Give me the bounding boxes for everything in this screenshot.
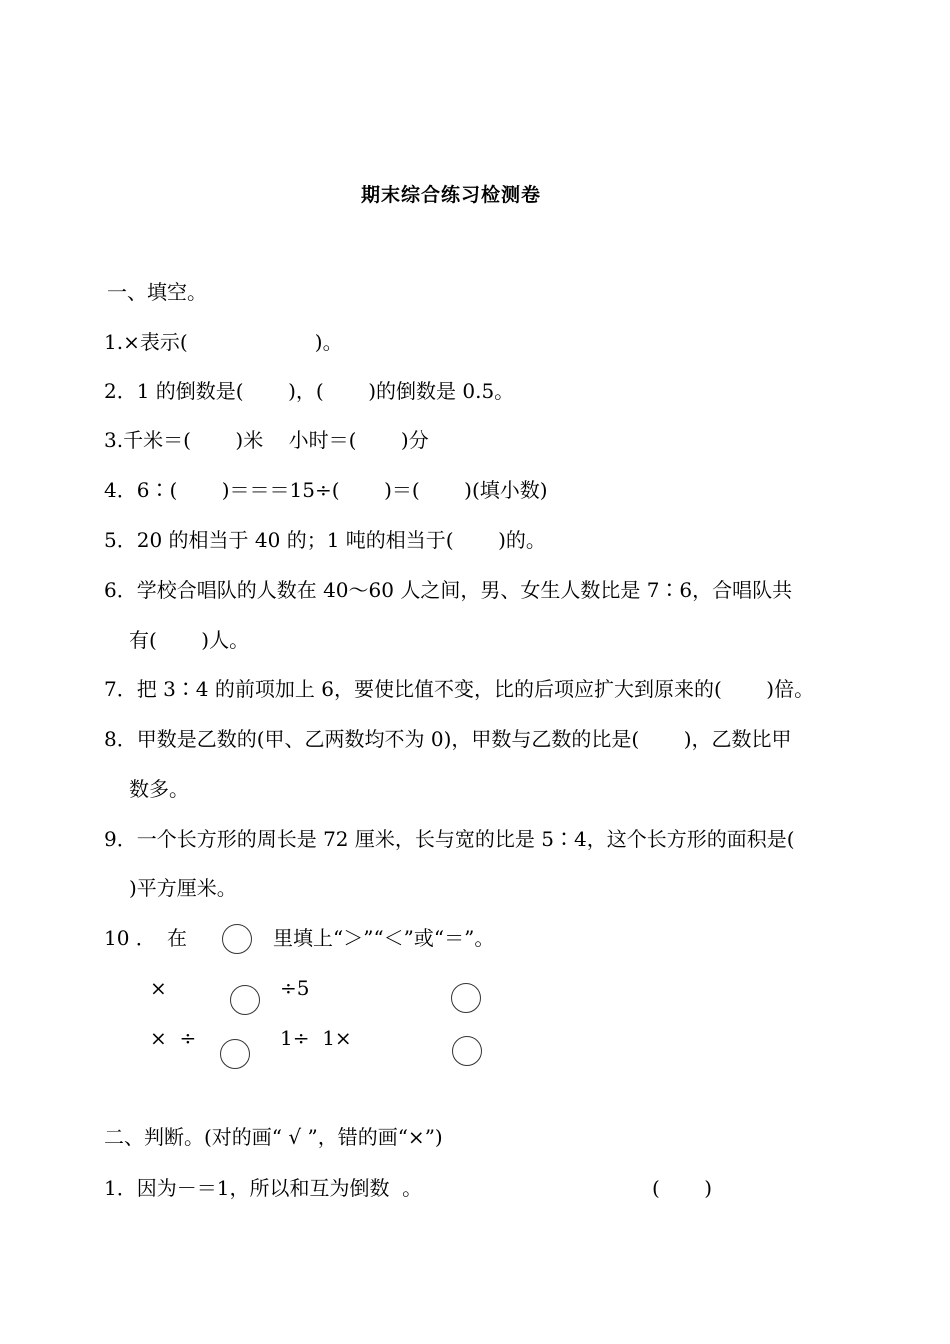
question-1-10-row2-left: × ÷ (150, 1026, 197, 1050)
comparison-circle-r2-right[interactable] (452, 1036, 482, 1066)
comparison-circle-example (222, 924, 252, 954)
question-1-7: 7．把 3∶4 的前项加上 6，要使比值不变，比的后项应扩大到原来的( )倍。 (104, 677, 815, 701)
question-1-10-row1-right: ÷5 (280, 976, 310, 1000)
judgment-answer-bracket-1: ( ) (652, 1176, 713, 1200)
question-1-10-row2-right: 1÷ 1× (280, 1026, 352, 1050)
section-1-heading: 一、填空。 (107, 280, 207, 304)
comparison-circle-r2-left[interactable] (220, 1039, 250, 1069)
comparison-circle-r1-right[interactable] (451, 983, 481, 1013)
question-1-4: 4．6∶( )＝＝＝15÷( )＝( )(填小数) (104, 478, 548, 502)
question-1-10-text: 里填上“＞”“＜”或“＝”。 (273, 926, 495, 950)
question-1-10-zai: 在 (167, 926, 187, 950)
question-1-6-line1: 6．学校合唱队的人数在 40～60 人之间，男、女生人数比是 7∶6，合唱队共 (104, 578, 793, 602)
question-1-6-line2: 有( )人。 (129, 628, 250, 652)
question-1-5: 5．20 的相当于 40 的；1 吨的相当于( )的。 (104, 528, 546, 552)
question-1-9-line1: 9．一个长方形的周长是 72 厘米，长与宽的比是 5∶4，这个长方形的面积是( (104, 827, 795, 851)
question-1-8-line1: 8．甲数是乙数的(甲、乙两数均不为 0)，甲数与乙数的比是( )，乙数比甲 (104, 727, 792, 751)
question-1-10-number: 10 ． (104, 926, 156, 950)
question-1-10-row1-left: × (150, 976, 167, 1000)
question-1-1: 1.×表示( )。 (104, 330, 343, 354)
section-2-heading: 二、判断。(对的画“ √ ”，错的画“×”) (104, 1125, 443, 1149)
question-1-8-line2: 数多。 (129, 777, 189, 801)
question-1-9-line2: )平方厘米。 (129, 876, 237, 900)
judgment-question-1: 1．因为－＝1，所以和互为倒数 。 (104, 1176, 423, 1200)
comparison-circle-r1-left[interactable] (230, 985, 260, 1015)
question-1-3: 3.千米＝( )米 小时＝( )分 (104, 428, 429, 452)
question-1-2: 2．1 的倒数是( )，( )的倒数是 0.5。 (104, 379, 515, 403)
page-title: 期末综合练习检测卷 (361, 184, 542, 206)
